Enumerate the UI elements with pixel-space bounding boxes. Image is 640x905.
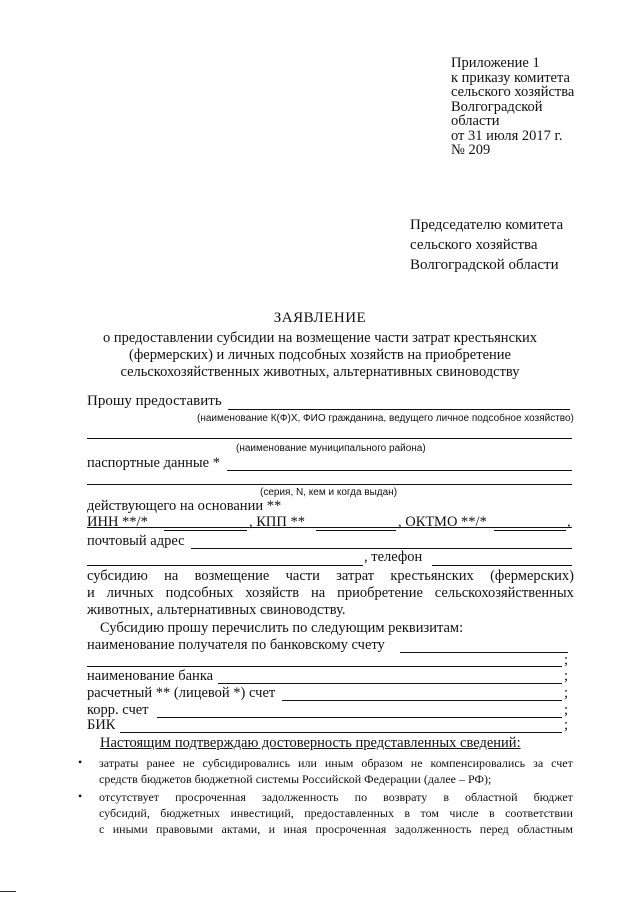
bik-label: БИК — [87, 717, 116, 733]
word: задолженность — [261, 790, 339, 804]
postal-label: почтовый адрес — [87, 533, 185, 549]
word: иными — [112, 822, 148, 836]
word: в — [488, 806, 495, 820]
word: хозяйств — [245, 585, 300, 601]
word: предоставленных — [304, 806, 394, 820]
scan-edge-mark — [0, 891, 16, 892]
recipient-label: наименование получателя по банковскому счету — [87, 637, 385, 653]
word: соответствии — [505, 806, 573, 820]
word: бюджетных — [160, 806, 221, 820]
word: сельскохозяйственных — [434, 585, 574, 601]
document-subtitle — [0, 330, 640, 381]
bank-semicolon: ; — [564, 668, 569, 684]
passport-label: паспортные данные * — [87, 455, 220, 471]
recipient-field-line2[interactable] — [87, 666, 562, 667]
oktmo-label: , ОКТМО **/* — [398, 514, 487, 530]
word: в — [443, 790, 449, 804]
word: отсутствует — [99, 790, 160, 804]
word: не — [182, 756, 195, 770]
inn-field[interactable] — [164, 530, 247, 531]
request-label: Прошу предоставить — [87, 393, 222, 409]
subsidy-text-line-2 — [87, 585, 574, 602]
confirm-item-1 — [99, 755, 573, 787]
word: числе — [449, 806, 479, 820]
corr-label: корр. счет — [87, 702, 149, 718]
passport-field[interactable] — [227, 470, 572, 471]
corr-field[interactable] — [157, 717, 562, 718]
word: (фермерских) — [490, 568, 574, 584]
word: бюджет — [533, 790, 573, 804]
word: правовыми — [156, 822, 214, 836]
word: задолженность — [394, 822, 472, 836]
recipient-field[interactable] — [400, 652, 568, 653]
corr-semicolon: ; — [564, 702, 569, 718]
word: и — [87, 585, 95, 601]
account-label: расчетный ** (лицевой *) счет — [87, 685, 276, 701]
appendix-line: Приложение 1 — [451, 55, 540, 71]
word: инвестиций, — [230, 806, 294, 820]
word: областной — [465, 790, 518, 804]
subsidy-text-line-1 — [87, 568, 574, 585]
word: субсидию — [87, 568, 148, 584]
subsidy-text-line-3: животных, альтернативных свиноводству. — [87, 602, 346, 618]
word: возмещение — [194, 568, 270, 584]
word: на — [164, 568, 179, 584]
document-title: ЗАЯВЛЕНИЕ — [273, 310, 367, 326]
appendix-line: сельского хозяйства — [451, 84, 575, 100]
basis-label: действующего на основании ** — [87, 498, 282, 514]
bullet-icon: • — [78, 789, 83, 803]
inn-label: ИНН **/* — [87, 514, 148, 530]
word: просроченная — [315, 822, 387, 836]
word: по — [354, 790, 368, 804]
transfer-label: Субсидию прошу перечислить по следующим реквизитам: — [100, 620, 464, 636]
word: областным — [517, 822, 573, 836]
appendix-line: Волгоградской — [451, 98, 543, 115]
recipient-semicolon: ; — [564, 652, 569, 668]
subtitle-text: о предоставлении субсидии на возмещение части затрат крестьянских (фермерских) и личных подсобных хозяйств на приобретение сельскохозяйственных животных, альтернативных свиноводству — [102, 330, 538, 380]
word: с — [99, 822, 105, 836]
word: крестьянских — [390, 568, 474, 584]
word: актами, — [221, 822, 261, 836]
addressee-line: Волгоградской области — [410, 257, 559, 273]
word: части — [285, 568, 320, 584]
addressee-line: Председателю комитета — [410, 217, 564, 233]
appendix-line: области — [451, 113, 500, 129]
addressee-line: сельского хозяйства — [410, 237, 538, 253]
word: подсобных — [165, 585, 234, 601]
appendix-line: № 209 — [451, 142, 491, 158]
word: иная — [283, 822, 308, 836]
word: на — [310, 585, 326, 601]
word: не — [410, 756, 423, 770]
request-field[interactable] — [228, 409, 570, 410]
word: компенсировались — [430, 756, 526, 770]
word: за — [533, 756, 544, 770]
confirm-item-1-line-1 — [99, 755, 573, 771]
word: субсидий, — [99, 806, 150, 820]
word: затрат — [336, 568, 375, 584]
appendix-line: от 31 июля 2017 г. — [451, 127, 563, 144]
request-hint: (наименование К(Ф)Х, ФИО гражданина, ведущего личное подсобное хозяйство) — [197, 413, 574, 424]
postal-field-line2[interactable] — [87, 565, 363, 566]
word: перед — [479, 822, 509, 836]
word: субсидировались — [202, 756, 291, 770]
word: том — [420, 806, 439, 820]
addressee-block — [410, 215, 563, 275]
appendix-line: к приказу комитета — [451, 69, 570, 86]
passport-field-line2[interactable] — [87, 484, 572, 485]
account-semicolon: ; — [564, 685, 569, 701]
word: образом — [361, 756, 403, 770]
phone-field[interactable] — [432, 565, 572, 566]
word: и — [268, 822, 276, 836]
word: иным — [324, 756, 354, 770]
confirm-heading: Настоящим подтверждаю достоверность представленных сведений: — [100, 735, 521, 751]
confirm-item-2-line-3 — [99, 821, 573, 837]
phone-label: , телефон — [364, 549, 423, 565]
word: просроченная — [175, 790, 246, 804]
confirm-item-1-line-2: средств бюджетов бюджетной системы Российской Федерации (далее – РФ); — [99, 772, 492, 786]
oktmo-comma: , — [567, 514, 571, 530]
word: в — [404, 806, 411, 820]
bank-field[interactable] — [218, 683, 562, 684]
basis-field[interactable] — [87, 527, 572, 528]
confirm-item-2-line-1 — [99, 789, 573, 805]
kpp-field[interactable] — [316, 530, 396, 531]
confirm-item-2 — [99, 789, 573, 837]
word: личных — [106, 585, 154, 601]
bik-semicolon: ; — [564, 717, 569, 733]
district-field[interactable] — [87, 438, 572, 439]
word: приобретение — [337, 585, 423, 601]
bullet-icon: • — [78, 755, 83, 769]
word: затраты — [99, 756, 139, 770]
word: или — [298, 756, 317, 770]
appendix-block — [451, 56, 574, 158]
oktmo-field[interactable] — [494, 530, 566, 531]
confirm-item-2-line-2 — [99, 805, 573, 821]
district-hint: (наименование муниципального района) — [236, 443, 426, 454]
bik-field[interactable] — [120, 732, 562, 733]
word: счет — [551, 756, 573, 770]
word: ранее — [146, 756, 175, 770]
account-field[interactable] — [282, 700, 562, 701]
passport-hint: (серия, N, кем и когда выдан) — [260, 487, 398, 498]
word: возврату — [383, 790, 428, 804]
bank-label: наименование банка — [87, 668, 214, 684]
kpp-label: , КПП ** — [249, 514, 305, 530]
